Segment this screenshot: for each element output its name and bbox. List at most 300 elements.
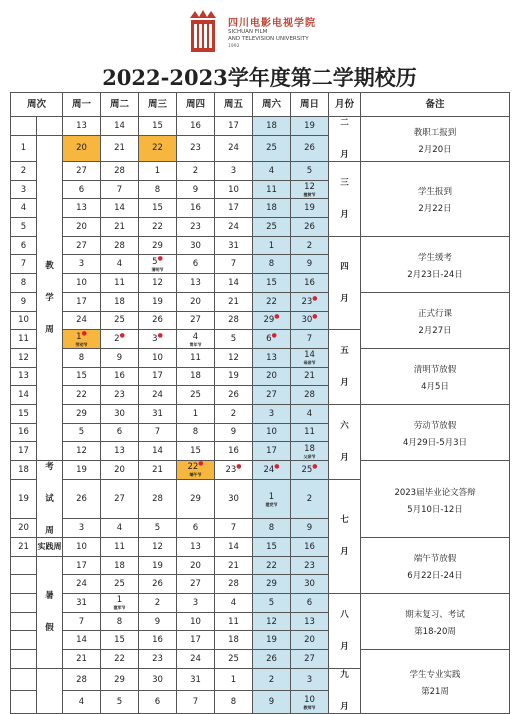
day-cell [291, 330, 329, 349]
day-cell [253, 650, 291, 669]
day-number: 3 [268, 408, 275, 419]
day-number: 10 [76, 541, 87, 552]
day-number: 25 [266, 143, 277, 154]
vertical-char: 月 [340, 452, 349, 463]
day-cell [139, 575, 177, 594]
week-number: 3 [11, 180, 37, 199]
day-cell [215, 311, 253, 330]
day-cell [215, 691, 253, 714]
day-number: 15 [266, 541, 277, 552]
day-cell [253, 479, 291, 519]
week-number: 10 [11, 311, 37, 330]
day-cell [253, 556, 291, 575]
day-number: 25 [114, 315, 125, 326]
day-number: 18 [114, 560, 125, 571]
day-number: 10 [76, 277, 87, 288]
day-number: 15 [114, 635, 125, 646]
note-line: 第18-20周 [414, 627, 456, 638]
day-cell [253, 162, 291, 181]
day-cell [177, 650, 215, 669]
day-number: 2 [268, 674, 275, 685]
day-cell [253, 367, 291, 386]
day-cell [253, 442, 291, 461]
school-calendar-table [10, 92, 510, 714]
day-cell [291, 556, 329, 575]
week-number: 4 [11, 199, 37, 218]
day-cell [291, 162, 329, 181]
day-number: 1 [230, 674, 237, 685]
day-cell [253, 135, 291, 161]
day-cell [291, 404, 329, 423]
day-cell [253, 311, 291, 330]
day-number: 4 [192, 331, 199, 342]
day-number: 11 [304, 427, 315, 438]
day-number: 7 [306, 334, 313, 345]
day-sublabel: 父亲节 [303, 453, 316, 459]
day-number: 15 [152, 203, 163, 214]
header-sun: 周日 [291, 93, 329, 117]
day-cell [101, 348, 139, 367]
day-number: 29 [263, 315, 275, 326]
day-cell [253, 668, 291, 691]
day-cell [253, 180, 291, 199]
vertical-char: 月 [340, 293, 349, 304]
day-number: 13 [266, 352, 277, 363]
day-cell [63, 367, 101, 386]
day-number: 9 [306, 523, 313, 534]
period-label [37, 117, 63, 136]
day-number: 14 [152, 446, 163, 457]
note-line: 期末复习、考试 [405, 610, 465, 621]
day-number: 17 [266, 446, 277, 457]
day-cell [215, 404, 253, 423]
day-cell [139, 180, 177, 199]
day-cell [253, 199, 291, 218]
day-number: 20 [114, 464, 125, 475]
day-cell [63, 594, 101, 613]
day-cell [63, 538, 101, 557]
week-number: 15 [11, 404, 37, 423]
header-sat: 周六 [253, 93, 291, 117]
day-number: 12 [152, 541, 163, 552]
vertical-char: 月 [340, 547, 349, 558]
day-number: 5 [154, 523, 161, 534]
header-fri: 周五 [215, 93, 253, 117]
day-cell [139, 691, 177, 714]
day-number: 26 [228, 390, 239, 401]
day-cell [215, 367, 253, 386]
day-number: 8 [78, 352, 85, 363]
day-number: 24 [76, 315, 87, 326]
holiday-mark-icon: ● [312, 463, 318, 471]
day-cell [101, 162, 139, 181]
note-line: 2月27日 [418, 325, 452, 336]
vertical-char: 月 [340, 378, 349, 389]
day-number: 18 [190, 371, 201, 382]
notes-cell [361, 538, 510, 594]
day-number: 11 [266, 184, 277, 195]
day-cell [291, 311, 329, 330]
day-number: 6 [116, 427, 123, 438]
day-number: 16 [304, 541, 315, 552]
day-cell [101, 461, 139, 480]
day-number: 1 [192, 408, 199, 419]
day-cell [63, 519, 101, 538]
day-number: 21 [304, 371, 315, 382]
day-cell [215, 442, 253, 461]
note-line: 正式行课 [418, 308, 453, 319]
day-cell [177, 404, 215, 423]
holiday-mark-icon: ● [157, 254, 163, 262]
day-number: 31 [190, 674, 201, 685]
day-cell [101, 631, 139, 650]
table-row [11, 538, 510, 557]
day-cell [253, 612, 291, 631]
day-cell [291, 442, 329, 461]
day-cell [177, 668, 215, 691]
note-line: 教职工报到 [413, 127, 457, 138]
day-cell [253, 575, 291, 594]
day-cell [63, 650, 101, 669]
vertical-gap [329, 129, 360, 149]
day-number: 11 [114, 541, 125, 552]
day-number: 5 [230, 334, 237, 345]
month-label [329, 594, 361, 669]
day-number: 1 [76, 331, 82, 342]
day-number: 26 [76, 494, 87, 504]
day-cell [177, 442, 215, 461]
day-number: 10 [266, 427, 277, 438]
note-line: 第21周 [421, 686, 449, 697]
day-number: 24 [152, 390, 163, 401]
day-cell [215, 575, 253, 594]
day-cell [177, 162, 215, 181]
vertical-char: 八 [340, 609, 349, 620]
vertical-char: 月 [340, 209, 349, 220]
day-number: 6 [192, 523, 199, 534]
vertical-char: 教 [45, 260, 54, 271]
day-number: 8 [268, 259, 275, 270]
day-number: 3 [78, 259, 85, 270]
day-cell [139, 612, 177, 631]
day-number: 25 [266, 221, 277, 232]
day-number: 5 [78, 427, 85, 438]
day-cell [177, 117, 215, 136]
note-line: 2月23日-24日 [407, 269, 463, 280]
vertical-char: 考 [45, 462, 54, 472]
day-cell [63, 404, 101, 423]
day-cell [63, 255, 101, 274]
vertical-char: 暑 [45, 591, 54, 602]
day-number: 4 [116, 523, 123, 534]
note-line: 端午节放假 [413, 554, 457, 565]
vertical-gap [329, 432, 360, 452]
day-cell [215, 180, 253, 199]
day-cell [101, 180, 139, 199]
day-number: 7 [192, 697, 199, 708]
day-cell [139, 650, 177, 669]
day-number: 27 [114, 494, 125, 504]
day-cell [215, 218, 253, 237]
day-number: 16 [228, 446, 239, 457]
day-cell [253, 423, 291, 442]
day-cell [139, 556, 177, 575]
week-number: 6 [11, 236, 37, 255]
week-number [11, 575, 37, 594]
day-number: 16 [190, 203, 201, 214]
day-number: 9 [268, 697, 275, 708]
day-cell [215, 348, 253, 367]
day-cell [291, 236, 329, 255]
day-cell [215, 594, 253, 613]
week-number [11, 691, 37, 714]
day-cell [177, 631, 215, 650]
week-number: 11 [11, 330, 37, 349]
day-cell [101, 479, 139, 519]
day-number: 18 [228, 635, 239, 646]
day-cell [101, 556, 139, 575]
day-cell [101, 255, 139, 274]
day-number: 27 [266, 390, 277, 401]
day-number: 29 [114, 674, 125, 685]
day-cell [215, 538, 253, 557]
day-number: 30 [301, 315, 313, 326]
day-number: 4 [230, 597, 237, 608]
day-number: 25 [190, 390, 201, 401]
table-row [11, 650, 510, 669]
day-number: 5 [152, 256, 158, 267]
day-number: 24 [76, 579, 87, 590]
day-number: 27 [190, 579, 201, 590]
notes-cell [361, 650, 510, 714]
day-cell [291, 612, 329, 631]
week-number: 13 [11, 367, 37, 386]
day-number: 18 [114, 296, 125, 307]
day-number: 31 [228, 240, 239, 251]
day-cell [101, 650, 139, 669]
table-row [11, 292, 510, 311]
day-cell [139, 135, 177, 161]
day-cell [63, 135, 101, 161]
day-cell [139, 218, 177, 237]
holiday-mark-icon: ● [312, 313, 318, 321]
day-cell [291, 117, 329, 136]
day-cell [101, 117, 139, 136]
day-number: 7 [230, 259, 237, 270]
day-number: 27 [76, 165, 87, 176]
vertical-char: 学 [45, 292, 54, 303]
day-cell [101, 442, 139, 461]
day-number: 25 [301, 464, 313, 475]
day-cell [63, 612, 101, 631]
day-number: 16 [190, 120, 201, 131]
day-cell [253, 404, 291, 423]
day-cell [291, 348, 329, 367]
day-number: 2 [114, 334, 120, 345]
day-cell [177, 292, 215, 311]
month-label [329, 236, 361, 329]
day-number: 10 [304, 694, 315, 705]
week-number: 14 [11, 386, 37, 405]
day-number: 9 [116, 352, 123, 363]
day-cell [139, 442, 177, 461]
note-line: 6月22日-24日 [407, 571, 463, 582]
note-line: 2月20日 [418, 144, 452, 155]
month-label [329, 117, 361, 162]
day-cell [63, 218, 101, 237]
vertical-char: 假 [45, 623, 54, 634]
vertical-char: 五 [340, 346, 349, 357]
day-cell [215, 461, 253, 480]
week-number: 21 [11, 538, 37, 557]
note-line: 学生专业实践 [409, 669, 461, 680]
week-number [11, 668, 37, 691]
day-cell [253, 631, 291, 650]
day-cell [177, 556, 215, 575]
day-cell [291, 691, 329, 714]
day-number: 28 [114, 165, 125, 176]
day-number: 28 [228, 315, 239, 326]
day-cell [253, 691, 291, 714]
vertical-char: 九 [340, 669, 349, 680]
day-cell [177, 461, 215, 480]
header-week: 周次 [11, 93, 63, 117]
day-number: 22 [266, 560, 277, 571]
day-cell [139, 255, 177, 274]
week-number [11, 650, 37, 669]
day-number: 22 [76, 390, 87, 401]
day-cell [63, 691, 101, 714]
note-line: 清明节放假 [413, 364, 457, 375]
day-number: 1 [154, 165, 161, 176]
table-row [11, 594, 510, 613]
day-number: 23 [190, 221, 201, 232]
day-cell [215, 668, 253, 691]
day-cell [139, 367, 177, 386]
day-cell [253, 236, 291, 255]
week-number: 7 [11, 255, 37, 274]
day-cell [177, 538, 215, 557]
day-number: 16 [304, 277, 315, 288]
day-number: 12 [304, 182, 315, 193]
day-cell [139, 519, 177, 538]
day-cell [215, 274, 253, 293]
day-cell [101, 423, 139, 442]
day-cell [101, 575, 139, 594]
day-number: 23 [190, 143, 201, 154]
day-sublabel: 劳动节 [75, 341, 88, 347]
notes-cell [361, 461, 510, 538]
holiday-mark-icon: ● [81, 329, 87, 337]
day-number: 23 [301, 296, 313, 307]
day-cell [139, 538, 177, 557]
day-sublabel: 青年节 [189, 341, 202, 347]
day-number: 22 [114, 653, 125, 664]
day-cell [101, 218, 139, 237]
day-cell [177, 367, 215, 386]
holiday-mark-icon: ● [198, 460, 204, 468]
day-number: 15 [76, 371, 87, 382]
header-notes: 备注 [361, 93, 510, 117]
week-number: 18 [11, 461, 37, 480]
day-number: 14 [304, 350, 315, 361]
day-number: 17 [152, 371, 163, 382]
day-cell [63, 631, 101, 650]
day-number: 2 [306, 494, 313, 504]
day-cell [139, 594, 177, 613]
day-number: 3 [192, 597, 199, 608]
school-name-en-1: SICHUAN FILM [228, 29, 268, 35]
month-label [329, 162, 361, 237]
week-number: 19 [11, 479, 37, 519]
period-label [37, 135, 63, 460]
day-number: 28 [228, 579, 239, 590]
day-number: 30 [114, 408, 125, 419]
day-number: 12 [266, 616, 277, 627]
day-cell [291, 135, 329, 161]
day-number: 29 [266, 579, 277, 590]
day-number: 16 [114, 371, 125, 382]
period-label [37, 461, 63, 538]
day-sublabel: 植树节 [303, 192, 316, 198]
holiday-mark-icon: ● [274, 313, 280, 321]
day-number: 16 [152, 635, 163, 646]
day-number: 19 [228, 371, 239, 382]
header-wed: 周三 [139, 93, 177, 117]
day-cell [215, 135, 253, 161]
period-label [37, 668, 63, 713]
day-cell [215, 386, 253, 405]
day-number: 9 [154, 616, 161, 627]
day-cell [177, 311, 215, 330]
day-cell [63, 461, 101, 480]
vertical-char: 周 [45, 324, 54, 335]
month-label [329, 404, 361, 479]
vertical-gap [329, 621, 360, 641]
day-cell [63, 575, 101, 594]
notes-cell [361, 162, 510, 237]
day-number: 13 [190, 541, 201, 552]
day-cell [139, 461, 177, 480]
day-cell [291, 594, 329, 613]
day-cell [63, 386, 101, 405]
day-cell [291, 199, 329, 218]
day-cell [63, 311, 101, 330]
week-number [11, 612, 37, 631]
day-cell [177, 255, 215, 274]
notes-cell [361, 348, 510, 404]
day-number: 4 [306, 408, 313, 419]
day-number: 26 [304, 221, 315, 232]
day-cell [177, 423, 215, 442]
day-cell [63, 274, 101, 293]
day-number: 21 [228, 560, 239, 571]
day-number: 31 [76, 597, 87, 608]
day-cell [177, 330, 215, 349]
day-cell [63, 442, 101, 461]
day-cell [215, 117, 253, 136]
day-cell [63, 117, 101, 136]
day-cell [63, 180, 101, 199]
day-number: 25 [228, 653, 239, 664]
week-number: 2 [11, 162, 37, 181]
day-cell [177, 519, 215, 538]
day-number: 4 [78, 697, 85, 708]
day-number: 20 [76, 221, 87, 232]
note-line: 5月10日-12日 [407, 504, 463, 515]
day-cell [139, 199, 177, 218]
day-cell [215, 330, 253, 349]
